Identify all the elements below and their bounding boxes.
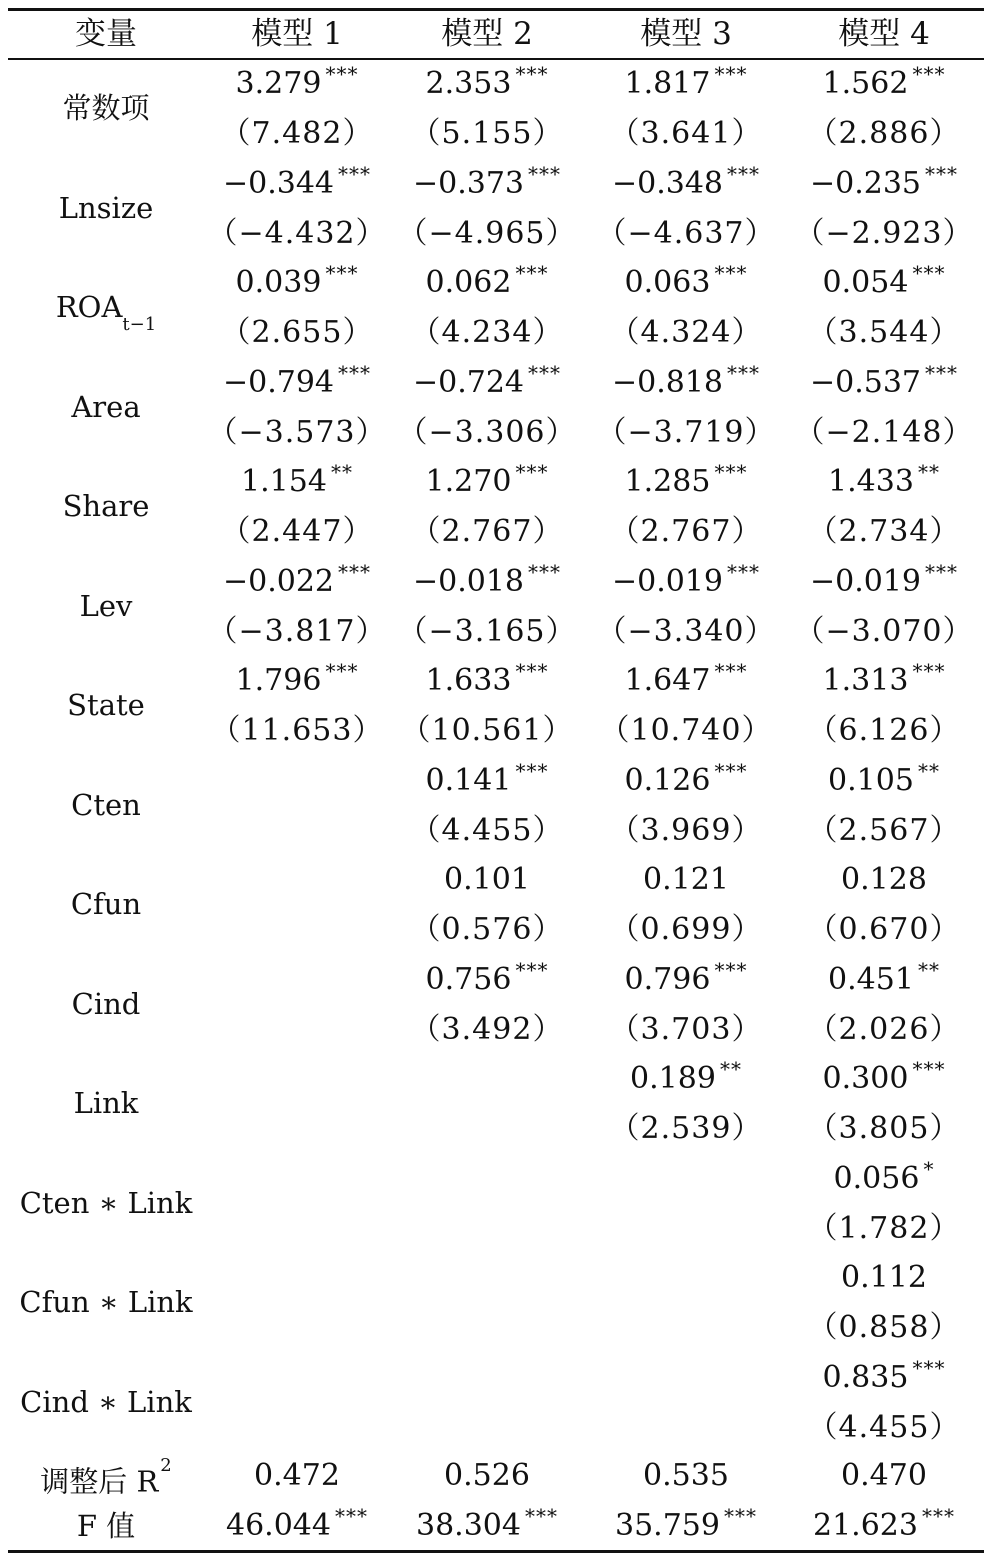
significance-stars: **: [917, 957, 940, 982]
summary-value: [254, 1456, 340, 1496]
coefficient: [625, 263, 748, 305]
significance-stars: ***: [714, 460, 748, 484]
header-variable: 变量: [75, 16, 137, 52]
t-statistic: （2.447）: [220, 514, 374, 549]
variable-label: 常数项: [62, 91, 150, 125]
variable-label: Link: [73, 1086, 139, 1120]
variable-name: [80, 586, 133, 626]
coefficient-value: 0.189: [630, 1061, 716, 1096]
significance-stars: ***: [925, 559, 959, 584]
significance-stars: ***: [515, 957, 549, 982]
coefficient-value: 1.433: [828, 464, 914, 499]
variable-name: [71, 785, 141, 825]
coefficient: [823, 1059, 946, 1101]
variable-name: [56, 287, 156, 339]
variable-label: Area: [71, 389, 141, 424]
t-statistic: （3.544）: [807, 315, 961, 350]
variable-name: [19, 1282, 192, 1322]
significance-stars: ***: [338, 559, 372, 584]
significance-stars: ***: [515, 460, 549, 484]
coefficient: [823, 64, 946, 106]
summary-number: 0.535: [643, 1458, 729, 1493]
header-model-4: 模型 4: [838, 16, 930, 52]
variable-label: Cten ∗ Link: [19, 1185, 193, 1220]
t-statistic: （−3.165）: [397, 613, 577, 649]
coefficient-value: 1.154: [241, 464, 327, 499]
t-statistic: （0.576）: [410, 912, 564, 947]
significance-stars: **: [917, 460, 940, 484]
coefficient: [412, 161, 562, 206]
coefficient-value: 1.817: [624, 66, 711, 101]
t-statistic: （−3.719）: [596, 414, 776, 450]
summary-value: [813, 1506, 955, 1548]
variable-label: Lev: [79, 588, 133, 623]
significance-stars: ***: [714, 659, 748, 683]
coefficient: [643, 860, 729, 900]
significance-stars: ***: [515, 62, 549, 86]
summary-value: [841, 1456, 927, 1496]
variable-label: Cfun ∗ Link: [19, 1285, 193, 1319]
t-statistic: （−3.817）: [207, 613, 387, 649]
summary-value: [444, 1456, 530, 1496]
significance-stars: ***: [515, 659, 549, 683]
coefficient: [625, 462, 748, 504]
summary-number: 46.044: [226, 1508, 331, 1543]
coefficient-value: −0.018: [412, 563, 525, 599]
coefficient: [611, 161, 761, 206]
variable-name: [20, 1183, 193, 1223]
coefficient: [611, 559, 761, 604]
coefficient-value: 0.300: [822, 1061, 909, 1096]
t-statistic: （−3.306）: [397, 414, 577, 450]
variable-label: Cind ∗ Link: [20, 1384, 192, 1419]
t-statistic: （3.969）: [609, 812, 763, 848]
variable-name: [71, 387, 140, 427]
coefficient-value: 0.126: [624, 762, 711, 798]
coefficient: [624, 957, 748, 1002]
coefficient-value: −0.022: [222, 563, 335, 599]
t-statistic: （2.539）: [609, 1111, 763, 1146]
coefficient: [412, 559, 562, 604]
summary-label: [40, 1456, 172, 1502]
variable-label: Share: [62, 489, 150, 523]
coefficient-value: 0.056: [833, 1160, 920, 1196]
t-statistic: （3.492）: [410, 1011, 564, 1047]
variable-label: Cind: [71, 986, 141, 1021]
coefficient-value: 0.063: [624, 265, 711, 300]
variable-name: [74, 1083, 139, 1123]
variable-label: ROA: [55, 290, 123, 324]
variable-name: [67, 685, 145, 725]
coefficient: [241, 462, 353, 504]
coefficient-value: −0.235: [809, 165, 922, 201]
coefficient-value: 0.054: [822, 265, 909, 300]
significance-stars: ***: [727, 559, 761, 584]
coefficient: [425, 957, 549, 1002]
summary-value: [226, 1506, 368, 1548]
coefficient-value: 1.270: [425, 464, 512, 499]
significance-stars: ***: [912, 62, 946, 86]
t-statistic: （4.234）: [410, 315, 564, 350]
summary-value: [615, 1506, 757, 1548]
significance-stars: ***: [528, 161, 562, 186]
significance-stars: ***: [912, 1355, 946, 1380]
coefficient: [426, 263, 549, 305]
variable-name: [20, 1382, 192, 1422]
coefficient: [412, 360, 562, 405]
coefficient: [444, 860, 530, 900]
variable-name: [63, 486, 150, 526]
coefficient-value: −0.794: [222, 364, 335, 400]
significance-stars: ***: [338, 360, 372, 385]
significance-stars: ***: [524, 1504, 558, 1528]
coefficient-value: 3.279: [235, 66, 322, 101]
summary-number: 38.304: [416, 1508, 521, 1543]
significance-stars: **: [917, 758, 940, 783]
significance-stars: ***: [334, 1504, 368, 1528]
variable-name: [71, 884, 141, 924]
variable-name: [72, 984, 141, 1024]
coefficient: [611, 360, 761, 405]
t-statistic: （2.767）: [410, 514, 564, 549]
coefficient-value: 1.633: [425, 663, 512, 698]
significance-stars: ***: [925, 161, 959, 186]
t-statistic: （10.561）: [400, 713, 574, 748]
significance-stars: **: [330, 460, 353, 484]
coefficient: [426, 462, 549, 504]
header-model-2: 模型 2: [441, 16, 533, 52]
coefficient-value: 1.647: [624, 663, 711, 698]
variable-label: Lnsize: [58, 190, 154, 225]
t-statistic: （0.699）: [609, 912, 763, 947]
variable-name: [59, 188, 154, 228]
t-statistic: （−3.340）: [596, 613, 776, 649]
coefficient-value: 0.796: [624, 961, 711, 997]
significance-stars: ***: [912, 261, 946, 285]
header-model-1: 模型 1: [251, 16, 343, 52]
coefficient: [823, 661, 946, 703]
t-statistic: （4.324）: [609, 315, 763, 350]
variable-label: Cfun: [70, 887, 142, 921]
t-statistic: （−3.070）: [794, 613, 974, 649]
significance-stars: ***: [714, 957, 748, 982]
significance-stars: ***: [714, 758, 748, 783]
t-statistic: （3.805）: [807, 1111, 961, 1146]
coefficient: [630, 1059, 742, 1101]
coefficient-value: −0.818: [611, 364, 724, 400]
coefficient-value: 0.112: [841, 1260, 927, 1295]
coefficient-value: 0.756: [425, 961, 512, 997]
summary-number: 35.759: [615, 1508, 720, 1543]
summary-label-text: 调整后 R: [40, 1464, 159, 1499]
coefficient-value: 0.128: [841, 862, 927, 897]
t-statistic: （4.455）: [410, 812, 564, 848]
coefficient: [828, 957, 940, 1002]
coefficient-value: 0.121: [643, 862, 729, 897]
summary-value: [416, 1506, 558, 1548]
coefficient: [236, 661, 359, 703]
t-statistic: （2.655）: [220, 315, 374, 350]
coefficient: [841, 860, 927, 900]
coefficient-value: 0.039: [235, 265, 322, 300]
significance-stars: ***: [515, 261, 549, 285]
t-statistic: （6.126）: [807, 713, 961, 748]
summary-number: 21.623: [813, 1508, 918, 1543]
coefficient: [624, 758, 748, 803]
t-statistic: （2.767）: [609, 514, 763, 549]
significance-stars: ***: [925, 360, 959, 385]
coefficient: [809, 161, 959, 206]
significance-stars: ***: [912, 1057, 946, 1081]
significance-stars: ***: [912, 659, 946, 683]
coefficient: [809, 559, 959, 604]
variable-subscript: t−1: [122, 313, 157, 335]
coefficient-value: −0.724: [412, 364, 525, 400]
t-statistic: （0.670）: [807, 912, 961, 947]
summary-number: 0.526: [444, 1458, 530, 1493]
summary-label: [77, 1506, 135, 1546]
significance-stars: ***: [714, 261, 748, 285]
coefficient: [236, 64, 359, 106]
t-statistic: （11.653）: [210, 713, 384, 748]
significance-stars: ***: [515, 758, 549, 783]
t-statistic: （−4.965）: [397, 215, 577, 251]
coefficient: [809, 360, 959, 405]
significance-stars: ***: [727, 360, 761, 385]
coefficient-value: 2.353: [425, 66, 512, 101]
significance-stars: ***: [727, 161, 761, 186]
coefficient-value: −0.348: [611, 165, 724, 201]
t-statistic: （−4.637）: [596, 215, 776, 251]
significance-stars: ***: [528, 559, 562, 584]
variable-name: [62, 88, 149, 128]
coefficient-value: 0.835: [822, 1359, 909, 1395]
coefficient: [828, 462, 940, 504]
coefficient-value: 1.562: [822, 66, 909, 101]
t-statistic: （2.734）: [807, 514, 961, 549]
t-statistic: （0.858）: [807, 1310, 961, 1345]
t-statistic: （1.782）: [807, 1210, 961, 1246]
summary-value: [643, 1456, 729, 1496]
coefficient: [222, 161, 372, 206]
coefficient: [236, 263, 359, 305]
coefficient-value: 1.796: [235, 663, 322, 698]
coefficient: [625, 661, 748, 703]
significance-stars: ***: [338, 161, 372, 186]
coefficient-value: 1.313: [822, 663, 909, 698]
t-statistic: （−2.148）: [794, 414, 974, 450]
significance-stars: ***: [714, 62, 748, 86]
significance-stars: ***: [921, 1504, 955, 1528]
coefficient-value: 0.062: [425, 265, 512, 300]
significance-stars: ***: [325, 659, 359, 683]
coefficient-value: −0.019: [611, 563, 724, 599]
significance-stars: ***: [723, 1504, 757, 1528]
significance-stars: ***: [528, 360, 562, 385]
significance-stars: **: [719, 1057, 742, 1081]
coefficient: [222, 360, 372, 405]
variable-label: Cten: [71, 787, 141, 822]
coefficient-value: −0.537: [809, 364, 922, 400]
t-statistic: （7.482）: [220, 116, 374, 151]
coefficient: [833, 1156, 935, 1201]
coefficient: [625, 64, 748, 106]
coefficient: [822, 1355, 946, 1400]
header-model-3: 模型 3: [640, 16, 732, 52]
t-statistic: （2.567）: [807, 812, 961, 848]
coefficient-value: 0.451: [828, 961, 914, 997]
summary-label-text: F 值: [76, 1509, 136, 1543]
coefficient: [426, 64, 549, 106]
coefficient-value: −0.344: [222, 165, 335, 201]
t-statistic: （−2.923）: [794, 215, 974, 251]
coefficient-value: −0.019: [809, 563, 922, 599]
t-statistic: （−4.432）: [207, 215, 387, 251]
coefficient-value: 1.285: [624, 464, 711, 499]
t-statistic: （5.155）: [410, 116, 564, 151]
t-statistic: （4.455）: [807, 1409, 961, 1445]
significance-stars: *: [923, 1156, 935, 1181]
coefficient-value: 0.101: [444, 862, 530, 897]
coefficient: [222, 559, 372, 604]
coefficient-value: 0.141: [425, 762, 512, 798]
coefficient-value: −0.373: [412, 165, 525, 201]
coefficient: [828, 758, 940, 803]
coefficient: [426, 661, 549, 703]
coefficient: [841, 1258, 927, 1298]
coefficient: [425, 758, 549, 803]
summary-number: 0.472: [254, 1458, 340, 1493]
coefficient: [823, 263, 946, 305]
t-statistic: （2.026）: [807, 1011, 961, 1047]
variable-label: State: [67, 688, 145, 722]
significance-stars: ***: [325, 62, 359, 86]
significance-stars: ***: [325, 261, 359, 285]
summary-superscript: 2: [160, 1455, 172, 1476]
t-statistic: （3.703）: [609, 1011, 763, 1047]
t-statistic: （10.740）: [599, 713, 773, 748]
t-statistic: （2.886）: [807, 116, 961, 151]
coefficient-value: 0.105: [828, 762, 914, 798]
t-statistic: （3.641）: [609, 116, 763, 151]
summary-number: 0.470: [841, 1458, 927, 1493]
t-statistic: （−3.573）: [207, 414, 387, 450]
